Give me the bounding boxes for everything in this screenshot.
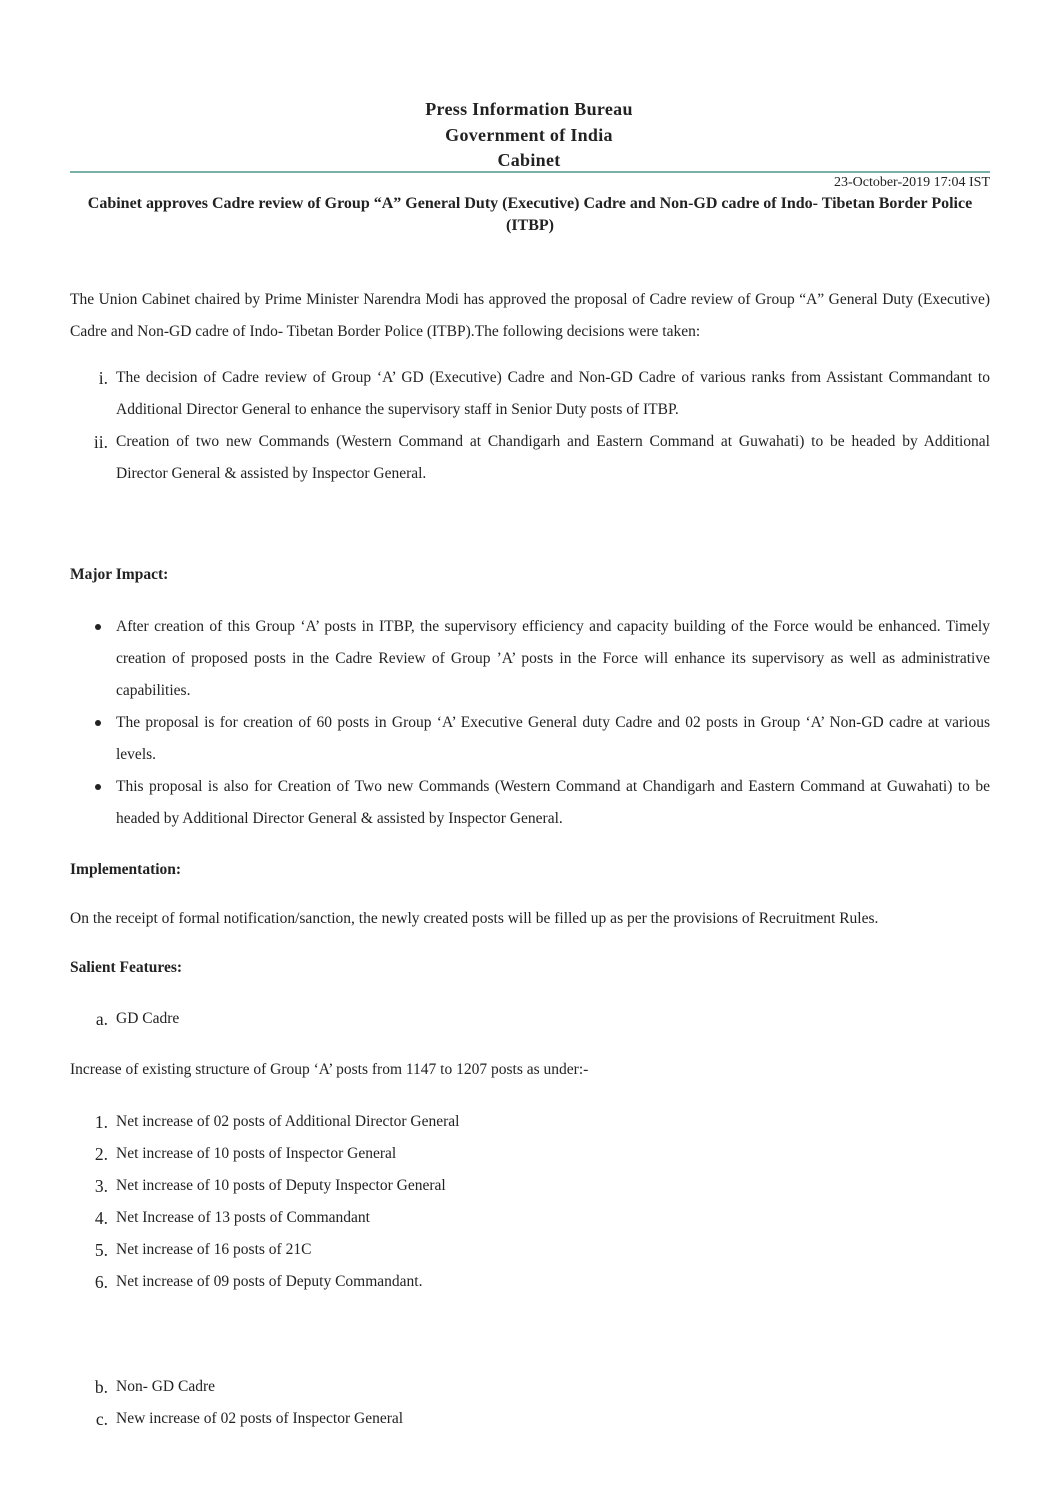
list-item xyxy=(70,1106,990,1138)
implementation-heading: Implementation: xyxy=(70,861,182,878)
list-item-text: Net increase of 10 posts of Deputy Inspector General xyxy=(116,1177,446,1194)
list-item-text: Net increase of 02 posts of Additional Director General xyxy=(116,1113,460,1130)
list-item-text: The decision of Cadre review of Group ‘A’ GD (Executive) Cadre and Non-GD Cadre of various ranks from Assistant Commandant to Additional Director General to enhance the supervisory staff in Senior Duty posts of ITBP. xyxy=(116,369,990,418)
list-marker: 2. xyxy=(94,1144,108,1164)
non-gd-cadre-list xyxy=(70,1371,990,1435)
list-marker: 1. xyxy=(94,1112,108,1132)
release-datetime: 23-October-2019 17:04 IST xyxy=(833,175,990,190)
list-item-text: After creation of this Group ‘A’ posts in ITBP, the supervisory efficiency and capacity building of the Force would be enhanced. Timely creation of proposed posts in the Cadre Review of Group ’A’ posts in the Force will enhance its supervisory as well as administrative capabilities. xyxy=(116,618,990,699)
list-item-text: Net increase of 16 posts of 21C xyxy=(116,1241,312,1258)
list-item xyxy=(70,426,990,490)
list-item-text: This proposal is also for Creation of Two new Commands (Western Command at Chandigarh and Eastern Command at Guwahati) to be headed by Additional Director General & assisted by Inspector General. xyxy=(116,778,990,827)
list-item-text: Non- GD Cadre xyxy=(116,1378,216,1395)
list-item xyxy=(70,707,990,771)
list-item xyxy=(70,611,990,707)
list-item xyxy=(70,1403,990,1435)
list-marker: 3. xyxy=(94,1176,108,1196)
list-marker: c. xyxy=(95,1409,108,1429)
list-item xyxy=(70,1234,990,1266)
bullet-icon xyxy=(95,784,101,790)
salient-features-heading: Salient Features: xyxy=(70,959,183,976)
list-marker: b. xyxy=(94,1377,108,1397)
list-item-text: Net increase of 09 posts of Deputy Commandant. xyxy=(116,1273,423,1290)
implementation-text: On the receipt of formal notification/sanction, the newly created posts will be filled up as per the provisions of Recruitment Rules. xyxy=(70,910,879,927)
gd-cadre-list xyxy=(70,1003,990,1035)
list-item-text: New increase of 02 posts of Inspector General xyxy=(116,1410,404,1427)
intro-paragraph: The Union Cabinet chaired by Prime Minister Narendra Modi has approved the proposal of Cadre review of Group “A” General Duty (Executive) Cadre and Non-GD cadre of Indo- Tibetan Border Police (ITBP).The following decisions were taken: xyxy=(70,291,990,340)
list-item xyxy=(70,362,990,426)
list-item xyxy=(70,1371,990,1403)
list-item-text: Net increase of 10 posts of Inspector General xyxy=(116,1145,397,1162)
header-government: Government of India xyxy=(445,124,613,145)
bullet-icon xyxy=(95,720,101,726)
major-impact-heading: Major Impact: xyxy=(70,566,169,583)
list-item xyxy=(70,1202,990,1234)
decisions-list xyxy=(70,362,990,490)
list-marker: a. xyxy=(95,1009,108,1029)
list-item xyxy=(70,1266,990,1298)
list-marker: i. xyxy=(98,368,108,388)
list-marker: ii. xyxy=(93,432,108,452)
major-impact-list xyxy=(70,611,990,835)
list-item-text: Net Increase of 13 posts of Commandant xyxy=(116,1209,370,1226)
increase-text: Increase of existing structure of Group ‘A’ posts from 1147 to 1207 posts as under:- xyxy=(70,1061,589,1078)
gd-increase-list xyxy=(70,1106,990,1298)
list-item-text: The proposal is for creation of 60 posts in Group ‘A’ Executive General duty Cadre and 02 posts in Group ‘A’ Non-GD cadre at various levels. xyxy=(116,714,990,763)
release-title: Cabinet approves Cadre review of Group “A” General Duty (Executive) Cadre and Non-GD cadre of Indo- Tibetan Border Police (ITBP) xyxy=(87,195,973,234)
list-marker: 5. xyxy=(94,1240,108,1260)
bullet-icon xyxy=(95,624,101,630)
header-ministry: Cabinet xyxy=(497,150,561,170)
press-header xyxy=(0,97,1058,174)
list-marker: 4. xyxy=(94,1208,108,1228)
list-item-text: GD Cadre xyxy=(116,1010,180,1027)
list-item xyxy=(70,771,990,835)
list-item xyxy=(70,1170,990,1202)
list-item-text: Creation of two new Commands (Western Command at Chandigarh and Eastern Command at Guwahati) to be headed by Additional Director General & assisted by Inspector General. xyxy=(116,433,990,482)
list-item xyxy=(70,1003,990,1035)
header-bureau: Press Information Bureau xyxy=(425,99,633,119)
list-marker: 6. xyxy=(94,1272,108,1292)
list-item xyxy=(70,1138,990,1170)
header-divider xyxy=(70,171,990,173)
